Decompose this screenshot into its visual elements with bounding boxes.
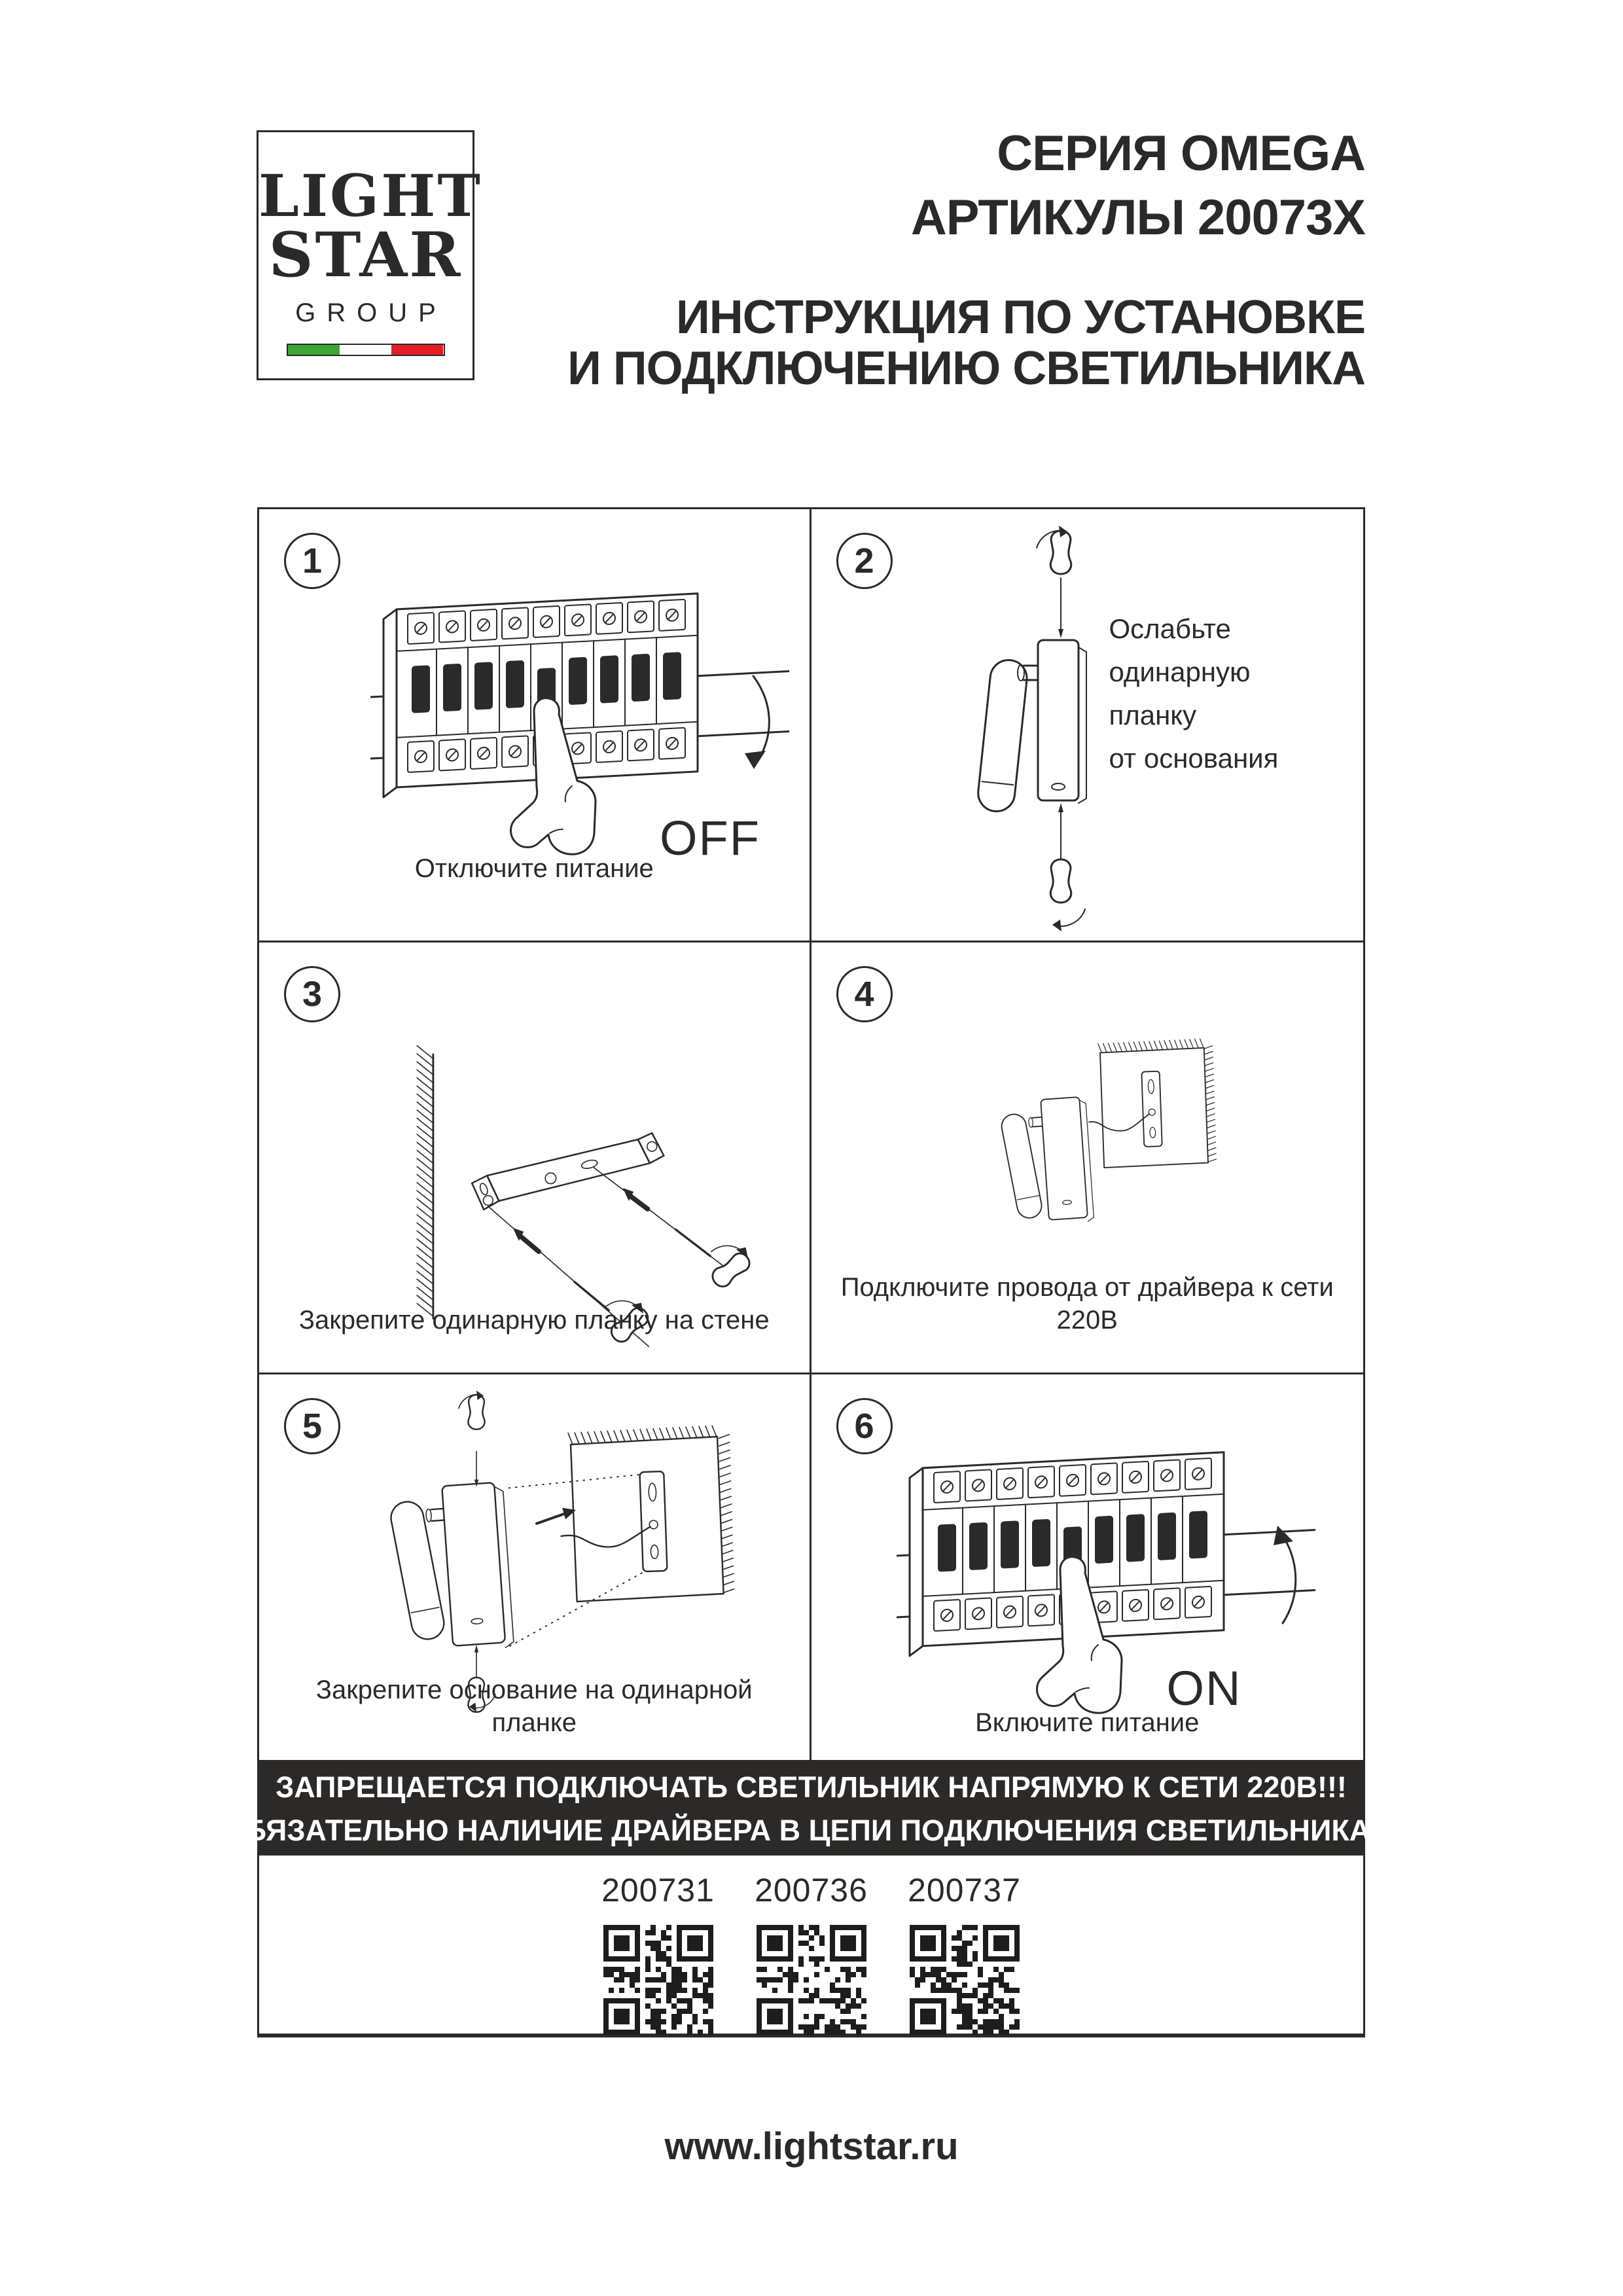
flag-green-segment bbox=[288, 345, 340, 355]
wall-patch bbox=[571, 1437, 724, 1602]
mount-bracket-illustration bbox=[298, 978, 757, 1410]
article-number: 200736 bbox=[755, 1872, 868, 1909]
warning-line-2: ОБЯЗАТЕЛЬНО НАЛИЧИЕ ДРАЙВЕРА В ЦЕПИ ПОДКЛЮЧЕНИЯ СВЕТИЛЬНИКА!!! bbox=[222, 1813, 1400, 1847]
circuit-breaker-on-illustration bbox=[897, 1437, 1315, 1718]
page-title-line-1: ИНСТРУКЦИЯ ПО УСТАНОВКЕ bbox=[676, 291, 1365, 344]
step-caption: Включите питание bbox=[975, 1708, 1200, 1737]
step-4-number-badge: 4 bbox=[836, 966, 893, 1022]
wire bbox=[1089, 1114, 1149, 1131]
series-title: СЕРИЯ OMEGA bbox=[997, 126, 1365, 181]
lightstar-logo bbox=[257, 130, 482, 380]
page-title-line-2: И ПОДКЛЮЧЕНИЮ СВЕТИЛЬНИКА bbox=[567, 342, 1365, 395]
step-2-cell bbox=[812, 509, 1364, 942]
logo-word-star: STAR bbox=[268, 219, 463, 291]
qr-item bbox=[599, 1871, 717, 2035]
header bbox=[567, 122, 1365, 394]
step-caption: Подключите провода от драйвера к сети 220В bbox=[840, 1273, 1334, 1335]
arrow-right-icon bbox=[537, 1513, 567, 1524]
step-1-cell bbox=[259, 509, 812, 942]
qr-item bbox=[753, 1871, 870, 2035]
off-label: OFF bbox=[660, 811, 760, 865]
wall-lamp-icon bbox=[387, 1482, 514, 1655]
italian-flag-icon bbox=[287, 344, 445, 356]
step-3-cell bbox=[259, 942, 812, 1374]
article-number: 200737 bbox=[908, 1872, 1021, 1909]
article-number: 200731 bbox=[601, 1872, 715, 1909]
step-3-number-badge: 3 bbox=[284, 966, 340, 1022]
step-6-number-badge: 6 bbox=[836, 1398, 893, 1454]
screwdriver-icon bbox=[1050, 803, 1085, 931]
qr-code-icon bbox=[757, 1925, 866, 2035]
arrow-up-icon bbox=[1280, 1532, 1296, 1623]
warning-line-1: ЗАПРЕЩАЕТСЯ ПОДКЛЮЧАТЬ СВЕТИЛЬНИК НАПРЯМУЮ К СЕТИ 220В!!! bbox=[276, 1770, 1347, 1804]
on-label: ON bbox=[1166, 1661, 1242, 1715]
qr-code-icon bbox=[910, 1925, 1020, 2035]
step-5-cell bbox=[259, 1374, 812, 1762]
wall-patch bbox=[1099, 1048, 1207, 1168]
step-caption: Закрепите одинарную планку на стене bbox=[298, 1306, 770, 1335]
arrow-down-icon bbox=[753, 676, 769, 762]
screw-icon bbox=[594, 1168, 732, 1273]
screwdriver-icon bbox=[1037, 526, 1071, 638]
flag-red-segment bbox=[391, 345, 443, 355]
step-caption: Ослабьте одинарную планку от основания bbox=[1109, 613, 1279, 774]
alignment-dotted-line bbox=[509, 1475, 644, 1646]
step-6-cell bbox=[812, 1374, 1364, 1762]
loosen-bar-illustration bbox=[874, 526, 1149, 931]
step-caption: Закрепите основание на одинарной планке bbox=[315, 1676, 753, 1737]
step-4-cell bbox=[812, 942, 1364, 1374]
logo-word-light: LIGHT bbox=[259, 162, 482, 230]
website-url: www.lightstar.ru bbox=[664, 2125, 959, 2168]
wall-lamp-icon bbox=[998, 1096, 1094, 1227]
steps-table bbox=[222, 507, 1400, 2037]
logo-word-group: GROUP bbox=[295, 298, 447, 327]
warning-banner bbox=[222, 1762, 1400, 1856]
qr-code-icon bbox=[603, 1925, 713, 2035]
screwdriver-icon bbox=[459, 1391, 485, 1487]
rotation-arrow-icon bbox=[1058, 909, 1085, 926]
qr-item bbox=[906, 1871, 1024, 2035]
articles-title: АРТИКУЛЫ 20073Х bbox=[910, 190, 1365, 245]
step-caption: Отключите питание bbox=[414, 854, 654, 883]
connect-wires-illustration bbox=[874, 992, 1221, 1261]
flag-white-segment bbox=[340, 345, 391, 355]
mounting-bracket-icon bbox=[1141, 1071, 1162, 1147]
wall-lamp-icon bbox=[976, 640, 1086, 813]
step-1-number-badge: 1 bbox=[284, 533, 340, 589]
step-5-number-badge: 5 bbox=[284, 1398, 340, 1454]
article-qr-codes bbox=[259, 1856, 1363, 2035]
step-2-number-badge: 2 bbox=[836, 533, 893, 589]
wall-hatch bbox=[417, 1046, 433, 1316]
mounting-bracket-icon bbox=[639, 1471, 667, 1571]
